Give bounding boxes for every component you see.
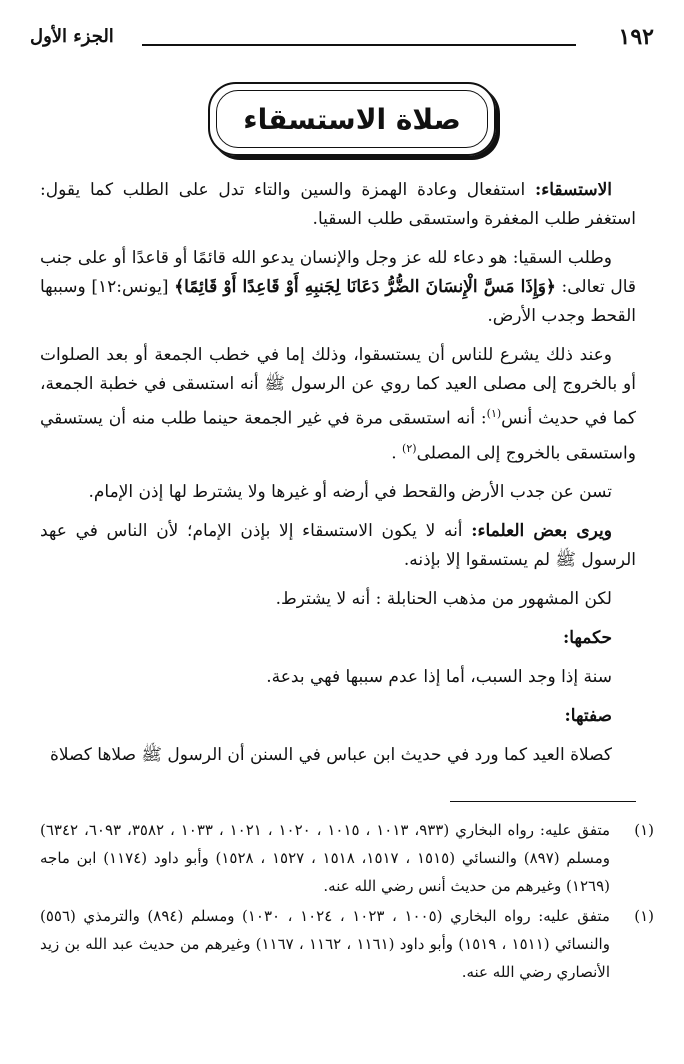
footnote-2	[40, 902, 654, 986]
footnote-number: (١)	[634, 907, 654, 925]
paragraph-when-prescribed	[40, 341, 636, 468]
header-rule	[142, 44, 576, 46]
paragraph-scholars-view	[40, 517, 636, 575]
prescribed-text-1: وعند ذلك يشرع للناس أن يستسقوا، وذلك إما في خطب الجمعة أو بعد الصلوات أو بالخروج إلى مصلى العيد كما روي عن الرسول ﷺ أنه استسقى في خطبة الجمعة، كما في حديث أنس	[40, 345, 637, 429]
chapter-title: صلاة الاستسقاء	[243, 102, 461, 136]
chapter-title-inner-frame	[216, 90, 488, 148]
paragraph-description: كصلاة العيد كما ورد في حديث ابن عباس في السنن أن الرسول ﷺ صلاها كصلاة	[50, 745, 612, 766]
term-istisqa: الاستسقاء:	[534, 180, 612, 200]
prescribed-text-2: : أنه استسقى مرة في غير الجمعة حينما طلب منه أن يستسقي واستسقى بالخروج إلى المصلى	[40, 408, 636, 464]
footnote-1	[40, 816, 654, 900]
footnote-ref-1[interactable]: (١)	[486, 407, 502, 420]
heading-ruling: حكمها:	[562, 628, 612, 649]
quran-verse: ﴿وَإِذَا مَسَّ الْإِنسَانَ الضُّرُّ دَعَانَا لِجَنبِهِ أَوْ قَاعِدًا أَوْ قَائِمًا﴾	[174, 277, 556, 297]
footnote-separator	[450, 801, 636, 802]
paragraph-hanbali-view: لكن المشهور من مذهب الحنابلة : أنه لا يشترط.	[275, 589, 612, 610]
term-some-scholars: ويرى بعض العلماء:	[471, 521, 613, 542]
paragraph-ruling: سنة إذا وجد السبب، أما إذا عدم سببها فهي بدعة.	[266, 667, 612, 688]
page-header	[30, 20, 654, 50]
footnote-number: (١)	[634, 821, 654, 839]
paragraph-sunnah: تسن عن جدب الأرض والقحط في أرضه أو غيرها ولا يشترط لها إذن الإمام.	[88, 482, 612, 503]
footnote-ref-2[interactable]: (٢)	[402, 441, 417, 455]
definition-text: استفعال وعادة الهمزة والسين والتاء تدل على الطلب كما يقول: استغفر طلب المغفرة واستسقى طلب السقيا.	[40, 180, 636, 229]
heading-description: صفتها:	[564, 706, 612, 727]
verse-reference-text: [يونس:١٢] وسببها القحط وجدب الأرض.	[40, 277, 636, 326]
seeking-rain-text: وطلب السقيا: هو دعاء لله عز وجل والإنسان يدعو الله قائمًا أو قاعدًا أو على جنب قال تعالى:	[40, 248, 637, 297]
scholars-view-text: أنه لا يكون الاستسقاء إلا بإذن الإمام؛ لأن الناس في عهد الرسول ﷺ لم يستسقوا إلا بإذنه.	[40, 521, 636, 571]
footnotes	[40, 816, 654, 988]
paragraph-definition	[40, 176, 636, 234]
footnote-text: متفق عليه: رواه البخاري (١٠٠٥ ، ١٠٢٣ ، ١٠٢٤ ، ١٠٣٠) ومسلم (٨٩٤) والترمذي (٥٥٦) والنسائي (١٥١١ ، ١٥١٩) وأبو داود (١١٦١ ، ١١٦٢ ، ١١٦٧) وغيرهم من حديث عبد الله بن زيد الأنصاري رضي الله عنه.	[40, 907, 610, 981]
body-text	[40, 176, 636, 780]
prescribed-text-3: .	[391, 443, 403, 464]
footnote-text: متفق عليه: رواه البخاري (٩٣٣، ١٠١٣ ، ١٠١٥ ، ١٠٢٠ ، ١٠٢١ ، ١٠٣٣ ، ٣٥٨٢، ٦٠٩٣، ٦٣٤٢) ومسلم (٨٩٧) والنسائي (١٥١٥ ، ١٥١٧، ١٥١٨ ، ١٥٢٧ ، ١٥٢٨) وأبو داود (١١٧٤) ابن ماجه (١٢٦٩) وغيرهم من حديث أنس رضي الله عنه.	[40, 821, 611, 895]
chapter-title-frame	[208, 82, 496, 156]
running-title: الجزء الأول	[30, 26, 114, 47]
paragraph-seeking-rain	[40, 244, 636, 331]
page-number: ١٩٢	[618, 24, 654, 50]
